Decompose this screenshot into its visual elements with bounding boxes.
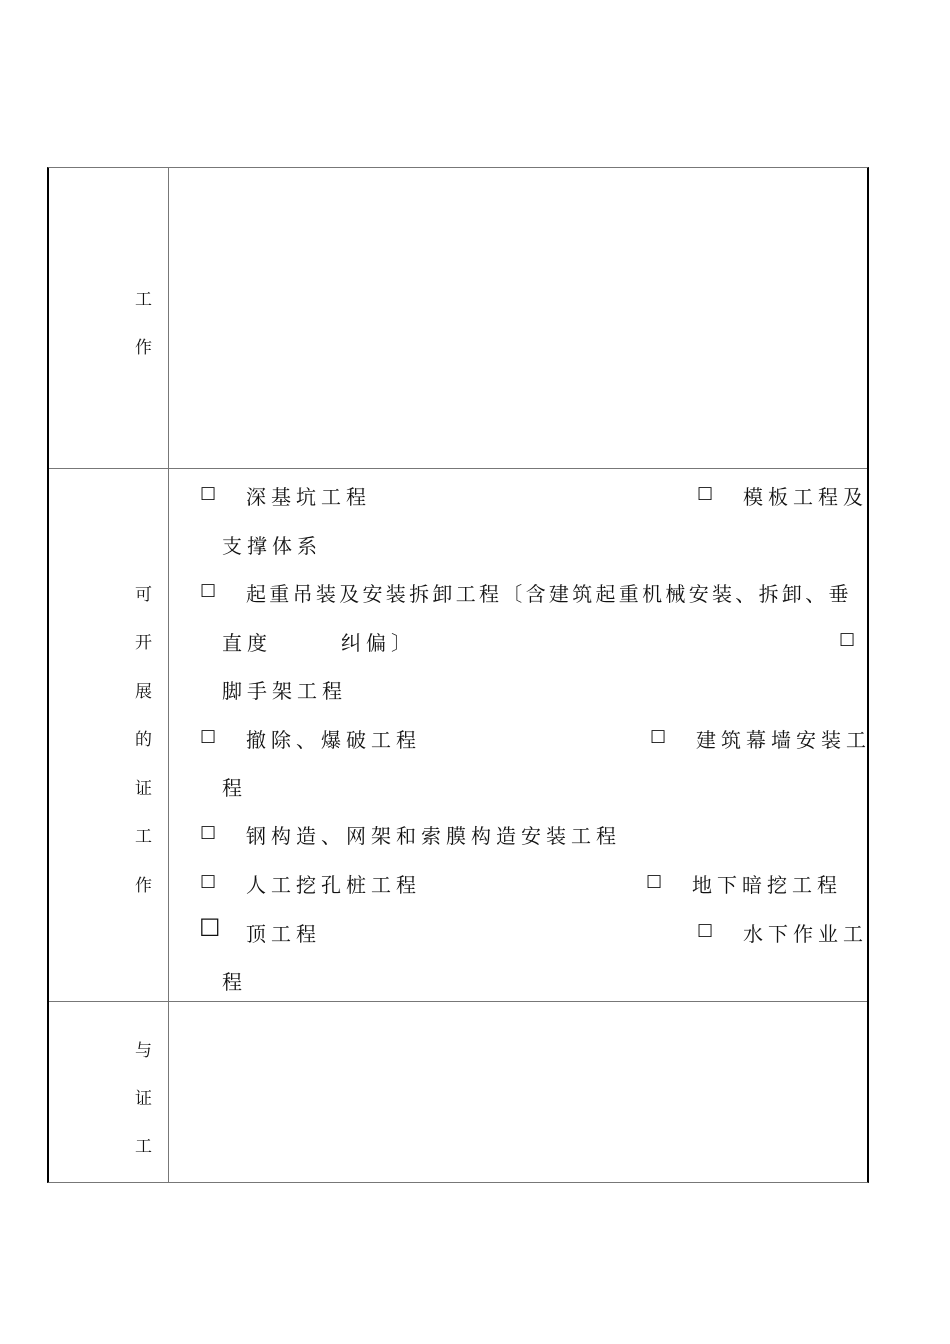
item-scaffold: 脚手架工程	[222, 679, 347, 703]
checkbox-deep-pit[interactable]: □	[200, 483, 217, 503]
permit-table	[47, 167, 869, 1183]
item-demolition: 撤除、爆破工程	[246, 728, 421, 752]
item-curtain-wall-cont: 程	[222, 776, 247, 800]
item-underwater: 水下作业工	[743, 922, 868, 946]
item-lifting-cont1: 直度	[222, 631, 272, 655]
row2-label-char: 工	[135, 827, 154, 847]
row3-label-char: 证	[135, 1089, 154, 1109]
row2-label-char: 的	[135, 730, 154, 750]
checkbox-pile[interactable]: □	[200, 871, 217, 891]
item-lifting-cont2: 纠偏〕	[341, 631, 416, 655]
row3-label-char: 与	[135, 1041, 154, 1061]
checkbox-formwork[interactable]: □	[697, 483, 714, 503]
item-steel: 钢构造、网架和索膜构造安装工程	[246, 824, 621, 848]
item-jacking: 顶工程	[246, 922, 321, 946]
row-divider-1	[49, 468, 867, 469]
checkbox-lifting[interactable]: □	[200, 580, 217, 600]
row2-label-char: 开	[135, 633, 154, 653]
item-formwork-cont: 支撑体系	[222, 534, 322, 558]
item-formwork: 模板工程及	[743, 485, 868, 509]
row2-label-char: 可	[135, 585, 154, 605]
checkbox-scaffold[interactable]: □	[839, 629, 856, 649]
row2-label-char: 作	[135, 876, 154, 896]
row2-label-char: 证	[135, 779, 154, 799]
row1-label-char: 工	[135, 290, 154, 310]
checkbox-underground[interactable]: □	[646, 871, 663, 891]
row-divider-2	[49, 1001, 867, 1002]
row2-label-char: 展	[135, 682, 154, 702]
label-column-divider	[168, 168, 169, 1182]
checkbox-steel[interactable]: □	[200, 822, 217, 842]
checkbox-demolition[interactable]: □	[200, 726, 217, 746]
item-lifting: 起重吊装及安装拆卸工程〔含建筑起重机械安装、拆卸、垂	[246, 582, 852, 606]
checkbox-curtain-wall[interactable]: □	[650, 726, 667, 746]
checkbox-underwater[interactable]: □	[697, 920, 714, 940]
row3-label-char: 工	[135, 1137, 154, 1157]
row1-label-char: 作	[135, 338, 154, 358]
item-pile: 人工挖孔桩工程	[246, 873, 421, 897]
item-curtain-wall: 建筑幕墙安装工	[696, 728, 871, 752]
checkbox-jacking[interactable]: ☐	[199, 914, 221, 942]
item-underwater-cont: 程	[222, 970, 247, 994]
item-underground: 地下暗挖工程	[692, 873, 842, 897]
item-deep-pit: 深基坑工程	[246, 485, 371, 509]
